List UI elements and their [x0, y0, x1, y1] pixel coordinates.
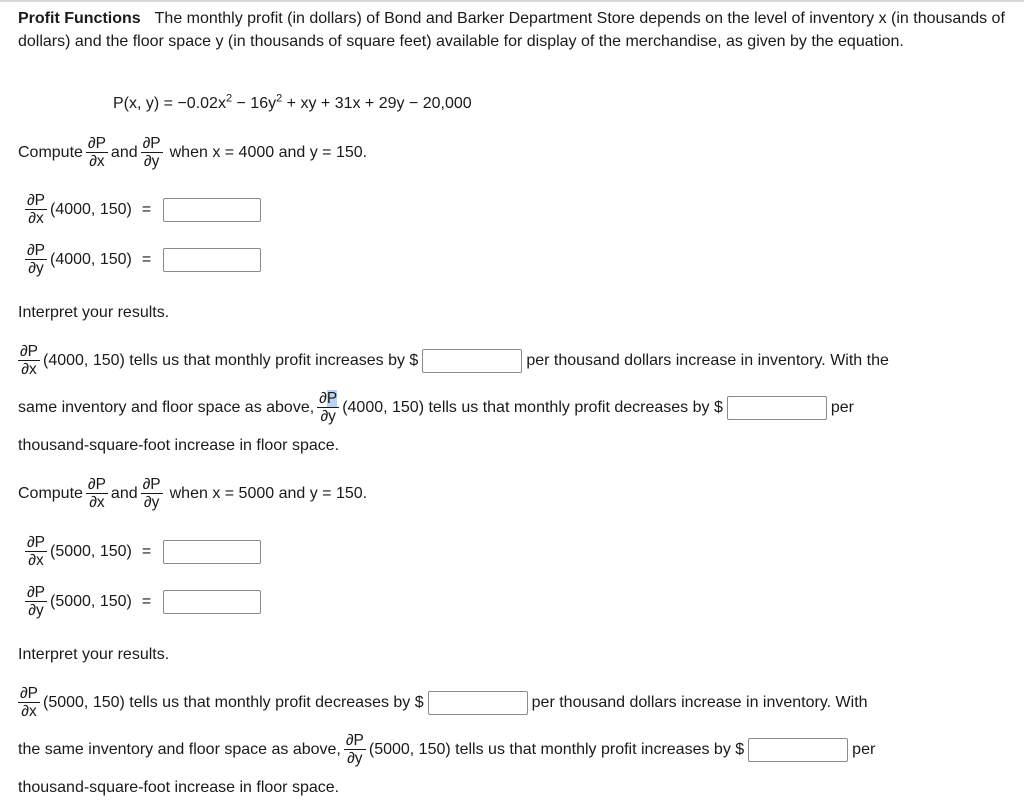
problem-text: The monthly profit (in dollars) of Bond and Barker Department Store depends on the level of inventory x (in thousands of dollars) and the floor space y (in thousands of square feet) available for display of the merchandise, as given by the equation.: [18, 10, 1005, 50]
part1-interpret-line2: same inventory and floor space as above, $\frac{\partial P}{\partial y}$ (4000, 150) tells us that monthly profit decreases by $ per: [18, 390, 854, 425]
part1-compute-line: Compute $\frac{\partial P}{\partial x}$ and $\frac{\partial P}{\partial y}$ when x = 4000 and y = 150.: [18, 135, 368, 170]
part1-dp-dx-answer[interactable]: [163, 198, 261, 222]
part2-interpret-heading: Interpret your results.: [18, 646, 170, 663]
part1-condition: when x = 4000 and y = 150.: [169, 143, 368, 161]
dp-dy-fraction: $\frac{\partial P}{\partial y}$: [142, 135, 161, 170]
problem-title: Profit Functions: [18, 10, 141, 27]
part1-interpret-line3: thousand-square-foot increase in floor space.: [18, 437, 340, 454]
text-selection-highlight: P: [326, 390, 338, 407]
part2-increase-answer[interactable]: [748, 738, 848, 762]
part2-dp-dy-answer[interactable]: [163, 590, 261, 614]
part2-interpret-line3: thousand-square-foot increase in floor space.: [18, 779, 340, 796]
problem-intro: [18, 8, 1008, 53]
part1-dy-row: $\frac{\partial P}{\partial y}$ (4000, 150) =: [22, 242, 265, 277]
part2-dx-row: $\frac{\partial P}{\partial x}$ (5000, 150) =: [22, 534, 265, 569]
part2-dy-row: $\frac{\partial P}{\partial y}$ (5000, 150) =: [22, 584, 265, 619]
part2-dp-dx-answer[interactable]: [163, 540, 261, 564]
part2-interpret-line1: $\frac{\partial P}{\partial x}$ (5000, 150) tells us that monthly profit decreases by $ per thousand dollars increase in inventory. With: [20, 685, 868, 720]
part1-interpret-line1: $\frac{\partial P}{\partial x}$ (4000, 150) tells us that monthly profit increases by $ per thousand dollars increase in inventory. With the: [20, 343, 889, 378]
top-divider: [0, 0, 1024, 2]
part2-compute-line: Compute $\frac{\partial P}{\partial x}$ and $\frac{\partial P}{\partial y}$ when x = 5000 and y = 150.: [18, 476, 368, 511]
part2-decrease-answer[interactable]: [428, 691, 528, 715]
part1-dp-dy-answer[interactable]: [163, 248, 261, 272]
part2-condition: when x = 5000 and y = 150.: [169, 484, 368, 502]
part1-dx-row: $\frac{\partial P}{\partial x}$ (4000, 150) =: [22, 192, 265, 227]
part1-increase-answer[interactable]: [422, 349, 522, 373]
part2-interpret-line2: the same inventory and floor space as above, $\frac{\partial P}{\partial y}$ (5000, 150) tells us that monthly profit increases by $ per: [18, 732, 876, 767]
part1-decrease-answer[interactable]: [727, 396, 827, 420]
dp-dx-fraction: $\frac{\partial P}{\partial x}$: [87, 135, 106, 170]
profit-equation: P(x, $y) = -0.02x^2 - 16y^2$ + xy + 31x + 29y − 20,000: [113, 92, 472, 112]
part1-interpret-heading: Interpret your results.: [18, 304, 170, 321]
